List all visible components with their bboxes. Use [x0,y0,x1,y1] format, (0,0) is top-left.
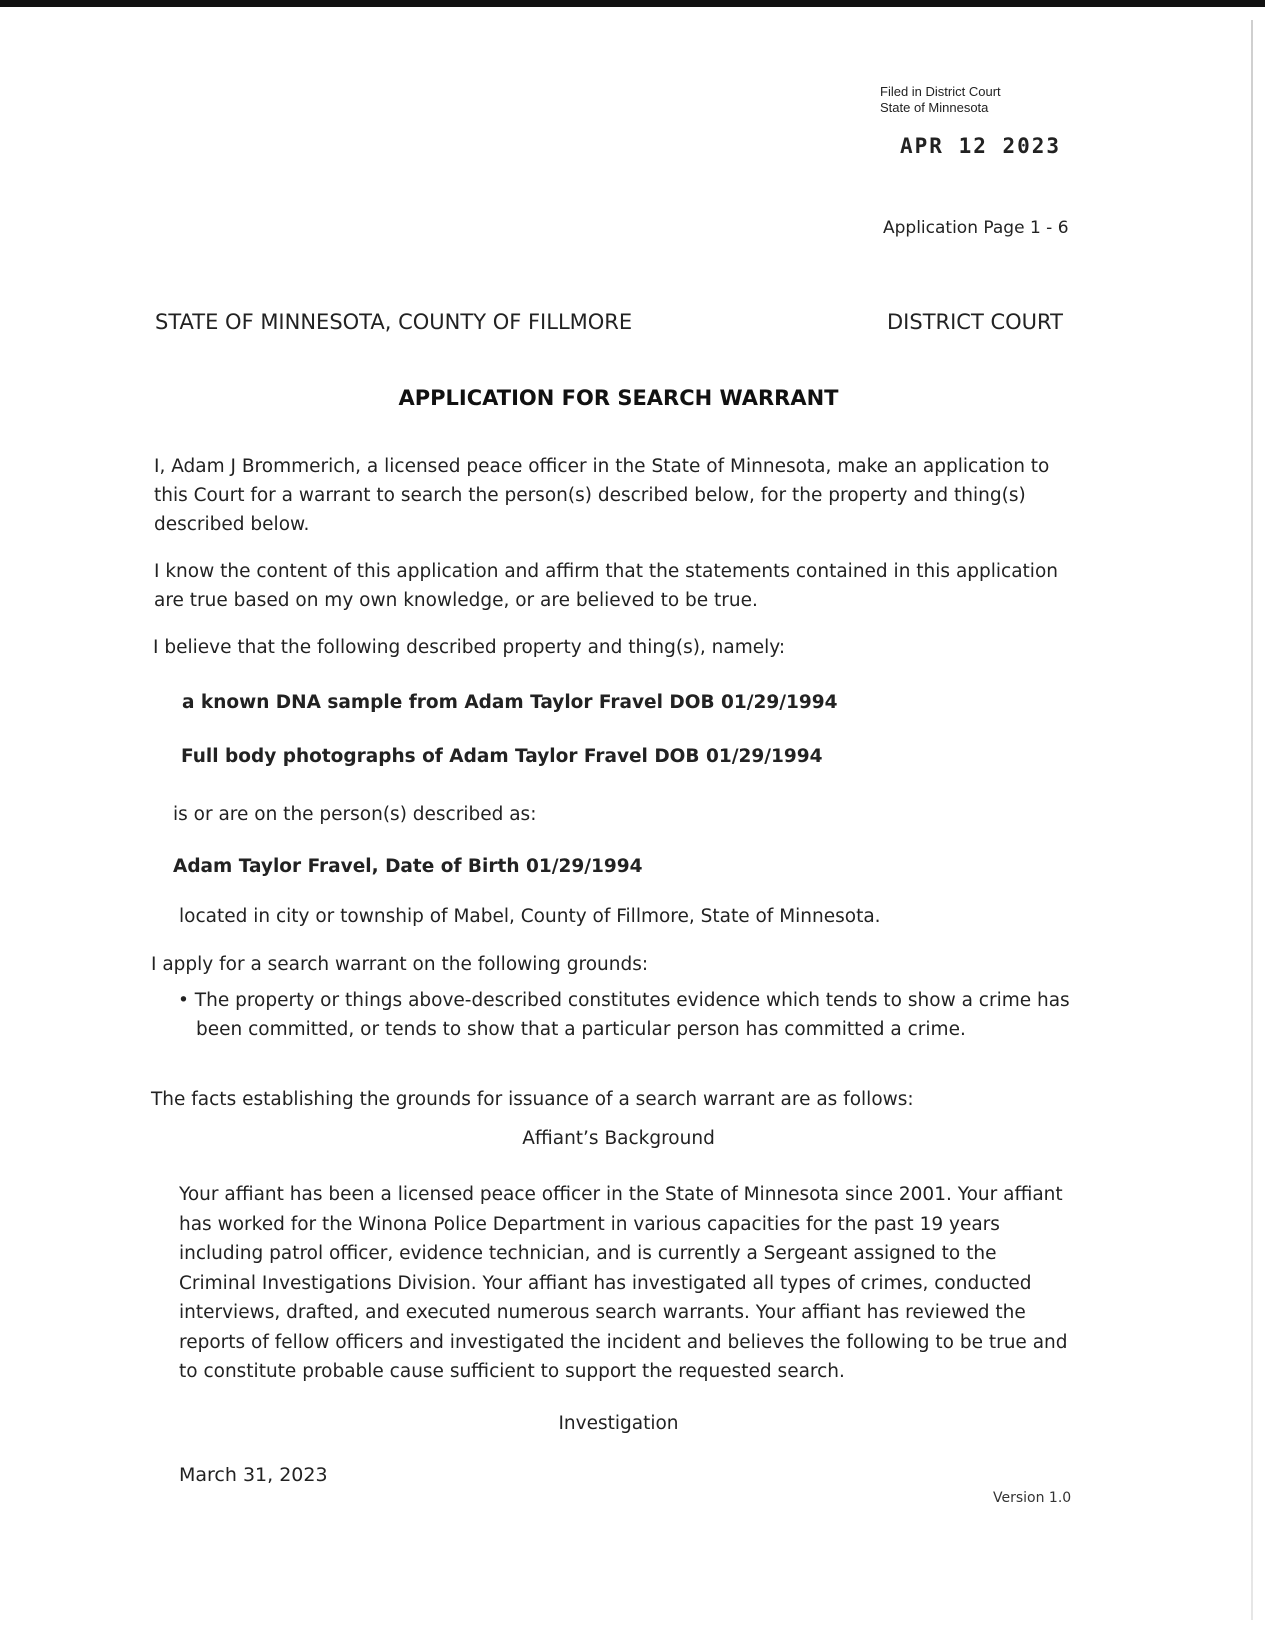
ground-bullet: • The property or things above-described constitutes evidence which tends to show a crime has been committed, or tends to show that a particular person has committed a crime. [178,990,1070,1040]
grounds-intro: I apply for a search warrant on the following grounds: [151,954,649,975]
application-page-label: Application Page 1 - 6 [883,218,1069,238]
scan-right-edge [1251,20,1253,1620]
court-heading: DISTRICT COURT [887,310,1063,334]
affirm-paragraph: I know the content of this application and affirm that the statements contained in this application are true based on my own knowledge, or are believed to be true. [154,561,1058,611]
filing-stamp-date: APR 12 2023 [900,134,1062,158]
investigation-heading: Investigation [558,1413,679,1434]
facts-intro: The facts establishing the grounds for issuance of a search warrant are as follows: [151,1089,914,1110]
document-title: APPLICATION FOR SEARCH WARRANT [398,386,839,410]
affiant-background-heading: Affiant’s Background [522,1128,715,1149]
property-item-dna: a known DNA sample from Adam Taylor Fravel DOB 01/29/1994 [182,692,838,713]
person-described: Adam Taylor Fravel, Date of Birth 01/29/1994 [173,856,643,877]
filing-stamp-line2: State of Minnesota [880,100,989,115]
affiant-background-paragraph: Your affiant has been a licensed peace officer in the State of Minnesota since 2001. Your affiant has worked for the Winona Police Department in various capacities for the past 19 years including patrol officer, evidence technician, and is currently a Sergeant assigned to the Criminal Investigations Division. Your affiant has investigated all types of crimes, conducted interviews, drafted, and executed numerous search warrants. Your affiant has reviewed the reports of fellow officers and investigated the incident and believes the following to be true and to constitute probable cause sufficient to support the requested search. [179,1184,1068,1382]
believe-line: I believe that the following described property and thing(s), namely: [153,637,786,658]
version-label: Version 1.0 [993,1490,1072,1506]
footer-date: March 31, 2023 [179,1464,328,1486]
state-county-heading: STATE OF MINNESOTA, COUNTY OF FILLMORE [155,310,633,334]
property-item-photographs: Full body photographs of Adam Taylor Fravel DOB 01/29/1994 [181,746,823,767]
filing-stamp [880,84,1001,116]
on-person-line: is or are on the person(s) described as: [173,804,537,825]
filing-stamp-line1: Filed in District Court [880,84,1001,99]
intro-paragraph: I, Adam J Brommerich, a licensed peace officer in the State of Minnesota, make an application to this Court for a warrant to search the person(s) described below, for the property and thing(s) described below. [154,456,1050,535]
location-line: located in city or township of Mabel, County of Fillmore, State of Minnesota. [179,906,881,927]
scan-top-border [0,0,1265,7]
